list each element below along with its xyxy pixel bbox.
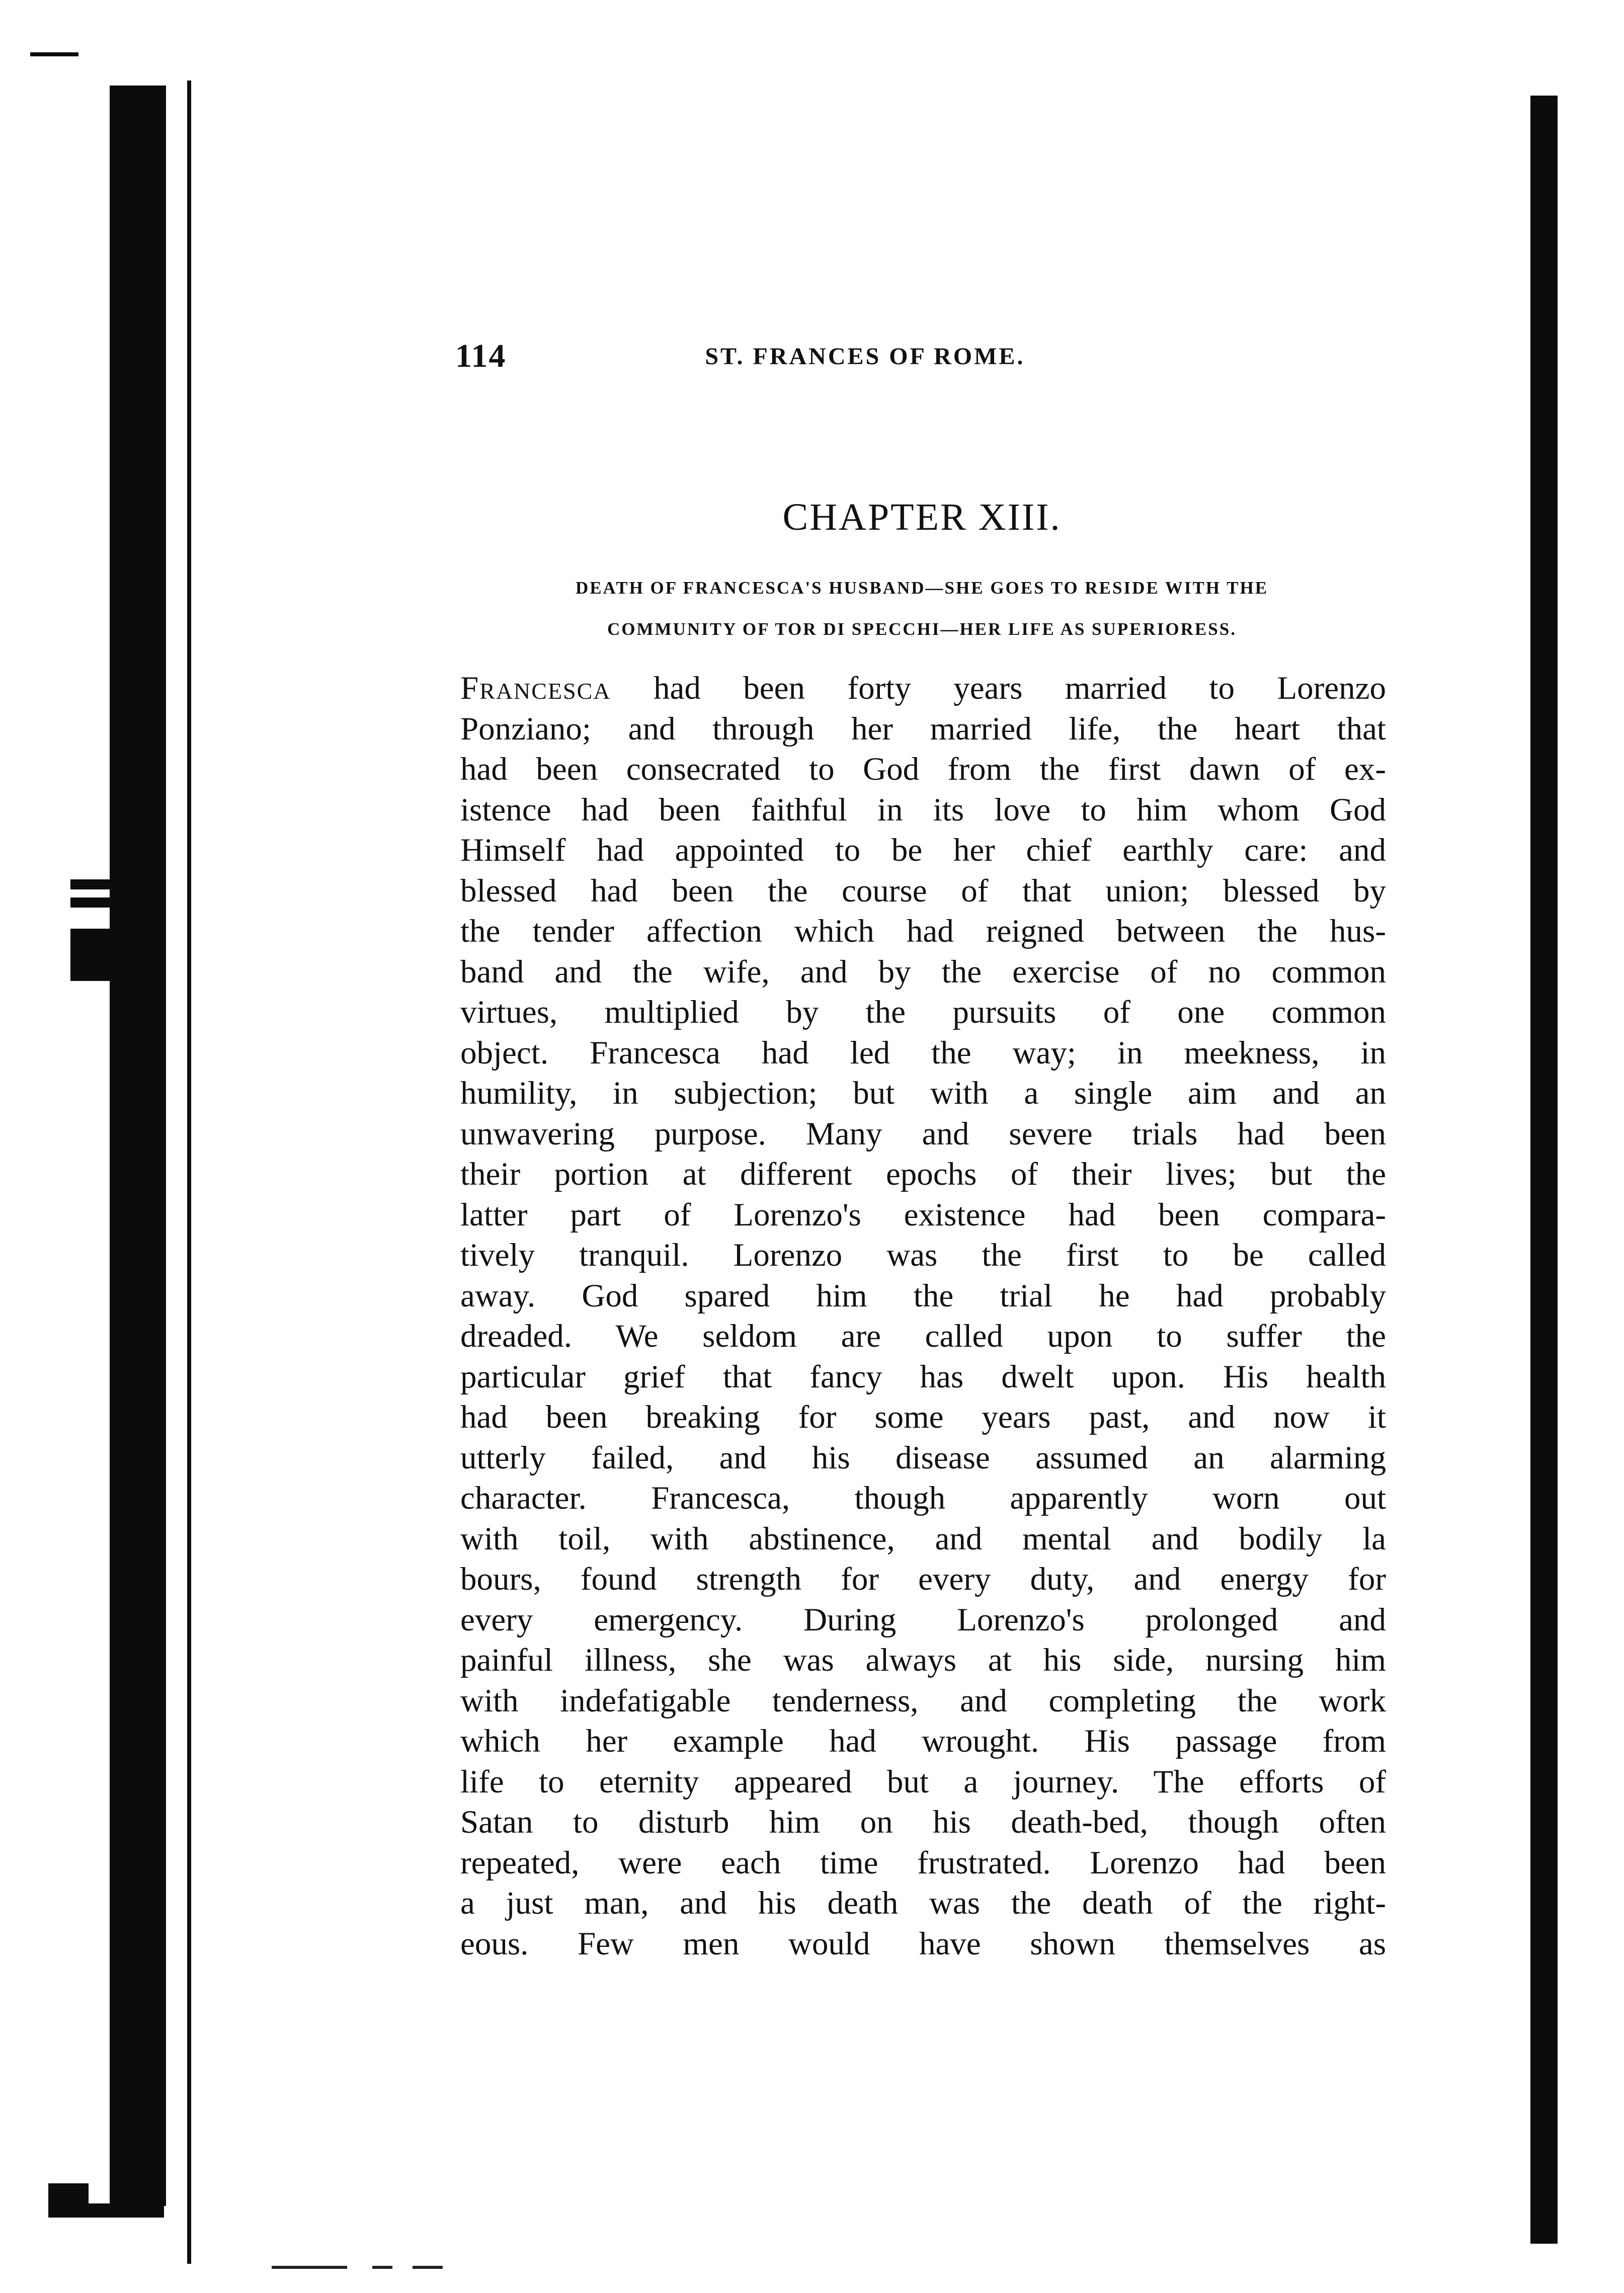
scan-corner-mark bbox=[48, 2183, 89, 2203]
body-line: utterly failed, and his disease assumed an alarming bbox=[460, 1439, 1386, 1476]
scan-foot-dash bbox=[272, 2266, 347, 2269]
body-line: had been consecrated to God from the first dawn of ex- bbox=[460, 751, 1386, 787]
body-line: unwavering purpose. Many and severe trials had been bbox=[460, 1115, 1386, 1152]
running-title: ST. FRANCES OF ROME. bbox=[705, 343, 1025, 370]
body-line: which her example had wrought. His passage from bbox=[460, 1723, 1386, 1759]
body-line: a just man, and his death was the death of the right- bbox=[460, 1885, 1386, 1921]
body-line: Himself had appointed to be her chief earthly care: and bbox=[460, 832, 1386, 868]
body-line: humility, in subjection; but with a single aim and an bbox=[460, 1075, 1386, 1111]
body-text bbox=[460, 668, 1386, 1964]
scan-foot-dash bbox=[413, 2266, 443, 2269]
body-line: Satan to disturb him on his death-bed, though often bbox=[460, 1804, 1386, 1840]
body-line: had been breaking for some years past, and now it bbox=[460, 1399, 1386, 1435]
body-line: Ponziano; and through her married life, the heart that bbox=[460, 710, 1386, 747]
body-line: life to eternity appeared but a journey. The efforts of bbox=[460, 1763, 1386, 1800]
scan-right-edge bbox=[1530, 96, 1558, 2244]
body-line: Francesca had been forty years married to Lorenzo bbox=[460, 670, 1386, 706]
scan-foot-dash bbox=[372, 2266, 392, 2269]
scan-mark bbox=[70, 897, 119, 908]
body-line: bours, found strength for every duty, and energy for bbox=[460, 1561, 1386, 1597]
scan-gutter-shadow bbox=[110, 86, 166, 2206]
body-line: istence had been faithful in its love to him whom God bbox=[460, 791, 1386, 828]
body-line: band and the wife, and by the exercise of no common bbox=[460, 953, 1386, 990]
body-line: dreaded. We seldom are called upon to suffer the bbox=[460, 1318, 1386, 1354]
scan-base-mark bbox=[48, 2203, 164, 2218]
chapter-summary-line: COMMUNITY OF TOR DI SPECCHI—HER LIFE AS SUPERIORESS. bbox=[607, 619, 1237, 639]
body-line: character. Francesca, though apparently worn out bbox=[460, 1480, 1386, 1516]
body-line: eous. Few men would have shown themselves as bbox=[460, 1925, 1386, 1962]
body-line: blessed had been the course of that union; blessed by bbox=[460, 872, 1386, 909]
body-line: virtues, multiplied by the pursuits of one common bbox=[460, 994, 1386, 1030]
body-line: tively tranquil. Lorenzo was the first to be called bbox=[460, 1237, 1386, 1273]
body-line: latter part of Lorenzo's existence had been compara- bbox=[460, 1196, 1386, 1233]
body-line: away. God spared him the trial he had probably bbox=[460, 1277, 1386, 1314]
body-line: with indefatigable tenderness, and completing the work bbox=[460, 1682, 1386, 1719]
chapter-summary bbox=[455, 567, 1389, 650]
scan-mark bbox=[70, 929, 119, 981]
chapter-title: CHAPTER XIII. bbox=[782, 496, 1062, 538]
chapter-summary-line: DEATH OF FRANCESCA'S HUSBAND—SHE GOES TO RESIDE WITH THE bbox=[575, 578, 1269, 598]
body-line: painful illness, she was always at his side, nursing him bbox=[460, 1642, 1386, 1678]
body-line: repeated, were each time frustrated. Lorenzo had been bbox=[460, 1844, 1386, 1881]
body-line: every emergency. During Lorenzo's prolonged and bbox=[460, 1601, 1386, 1638]
body-line: the tender affection which had reigned between the hus- bbox=[460, 913, 1386, 949]
scan-mark bbox=[70, 879, 119, 889]
body-line: object. Francesca had led the way; in meekness, in bbox=[460, 1034, 1386, 1071]
running-head bbox=[455, 338, 1389, 374]
body-line: particular grief that fancy has dwelt upon. His health bbox=[460, 1358, 1386, 1395]
body-line: their portion at different epochs of their lives; but the bbox=[460, 1156, 1386, 1192]
scan-mark-top bbox=[30, 52, 78, 56]
page-number: 114 bbox=[455, 338, 507, 374]
body-line: with toil, with abstinence, and mental and bodily la bbox=[460, 1520, 1386, 1557]
scan-gutter-line bbox=[187, 80, 191, 2264]
